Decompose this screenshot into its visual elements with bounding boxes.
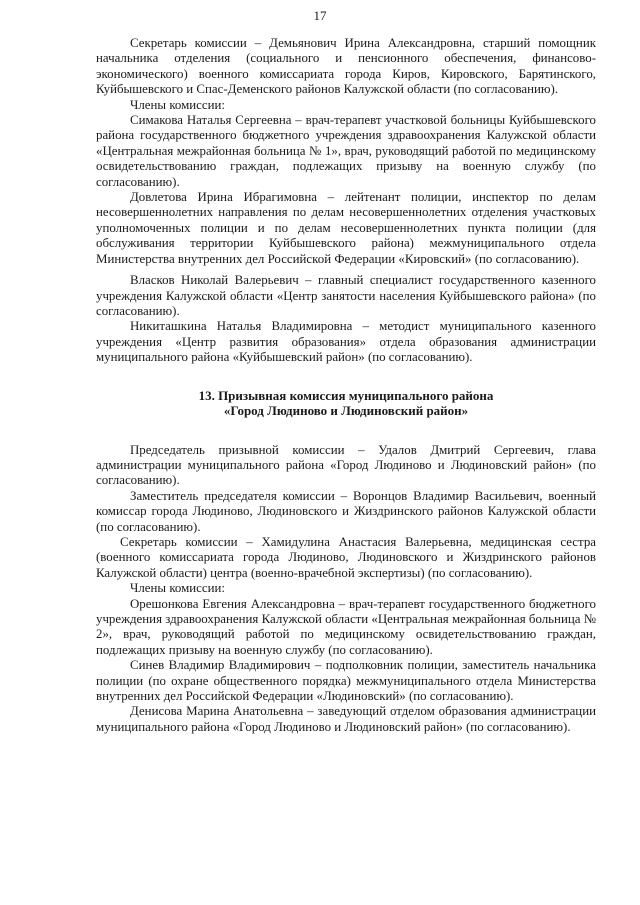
- section-heading-line-2: «Город Людиново и Людиновский район»: [223, 403, 469, 419]
- paragraph-members-label-1: Члены комиссии:: [130, 97, 225, 112]
- paragraph-member-denisova: Денисова Марина Анатольевна – заведующий отделом образования администрации муниципального района «Город Людиново и Людиновский район» (по согласованию).: [96, 704, 596, 734]
- paragraph-deputy-chairman: Заместитель председателя комиссии – Воронцов Владимир Васильевич, военный комиссар города Людиново, Людиновского и Жиздринского районов Калужской области (по согласованию).: [96, 488, 596, 534]
- paragraph-members-label-2: Члены комиссии:: [130, 581, 225, 596]
- paragraph-member-sinev: Синев Владимир Владимирович – подполковник полиции, заместитель начальника полиции (по охране общественного порядка) межмуниципального отдела Министерства внутренних дел Российской Федерации «Людиновский» (по согласованию).: [96, 658, 596, 704]
- paragraph-member-vlaskov: Власков Николай Валерьевич – главный специалист государственного казенного учреждения Калужской области «Центр занятости населения Куйбышевского района» (по согласованию).: [96, 273, 596, 318]
- section-heading: [96, 388, 596, 419]
- page-number: 17: [313, 8, 327, 23]
- paragraph-member-dovletova: Довлетова Ирина Ибрагимовна – лейтенант полиции, инспектор по делам несовершеннолетних направления по делам несовершеннолетних отделения участковых уполномоченных полиции и по делам несовершеннолетних пункта полиции (для обслуживания территории Куйбышевского района) межмуниципального отдела Министерства внутренних дел Российской Федерации «Кировский» (по согласованию).: [96, 190, 596, 266]
- paragraph-chairman: Председатель призывной комиссии – Удалов Дмитрий Сергеевич, глава администрации муниципального района «Город Людиново и Людиновский район» (по согласованию).: [96, 442, 596, 488]
- paragraph-member-simakova: Симакова Наталья Сергеевна – врач-терапевт участковой больницы Куйбышевского района государственного бюджетного учреждения здравоохранения Калужской области «Центральная межрайонная больница № 1», врач, руководящий работой по медицинскому освидетельствованию граждан, подлежащих призыву на военную службу (по согласованию).: [96, 113, 596, 189]
- paragraph-secretary-1: Секретарь комиссии – Демьянович Ирина Александровна, старший помощник начальника отделения (социального и пенсионного обеспечения, финансово-экономического) военного комиссариата города Киров, Кировского, Барятинского, Куйбышевского и Спас-Деменского районов Калужской области (по согласованию).: [96, 36, 596, 97]
- paragraph-member-oreshonkova: Орешонкова Евгения Александровна – врач-терапевт государственного бюджетного учреждения здравоохранения Калужской области «Центральная межрайонная больница № 2», врач, руководящий работой по медицинскому освидетельствованию граждан, подлежащих призыву на военную службу (по согласованию).: [96, 596, 596, 657]
- section-heading-line-1: 13. Призывная комиссия муниципального района: [198, 387, 494, 403]
- document-body: [96, 36, 596, 735]
- paragraph-member-nikitashkina: Никиташкина Наталья Владимировна – методист муниципального казенного учреждения «Центр развития образования» отдела образования администрации муниципального района «Куйбышевский район» (по согласованию).: [96, 319, 596, 365]
- paragraph-secretary-2: Секретарь комиссии – Хамидулина Анастасия Валерьевна, медицинская сестра (военного комиссариата города Людиново, Людиновского и Жиздринского районов Калужской области) центра (военно-врачебной экспертизы) (по согласованию).: [96, 534, 596, 580]
